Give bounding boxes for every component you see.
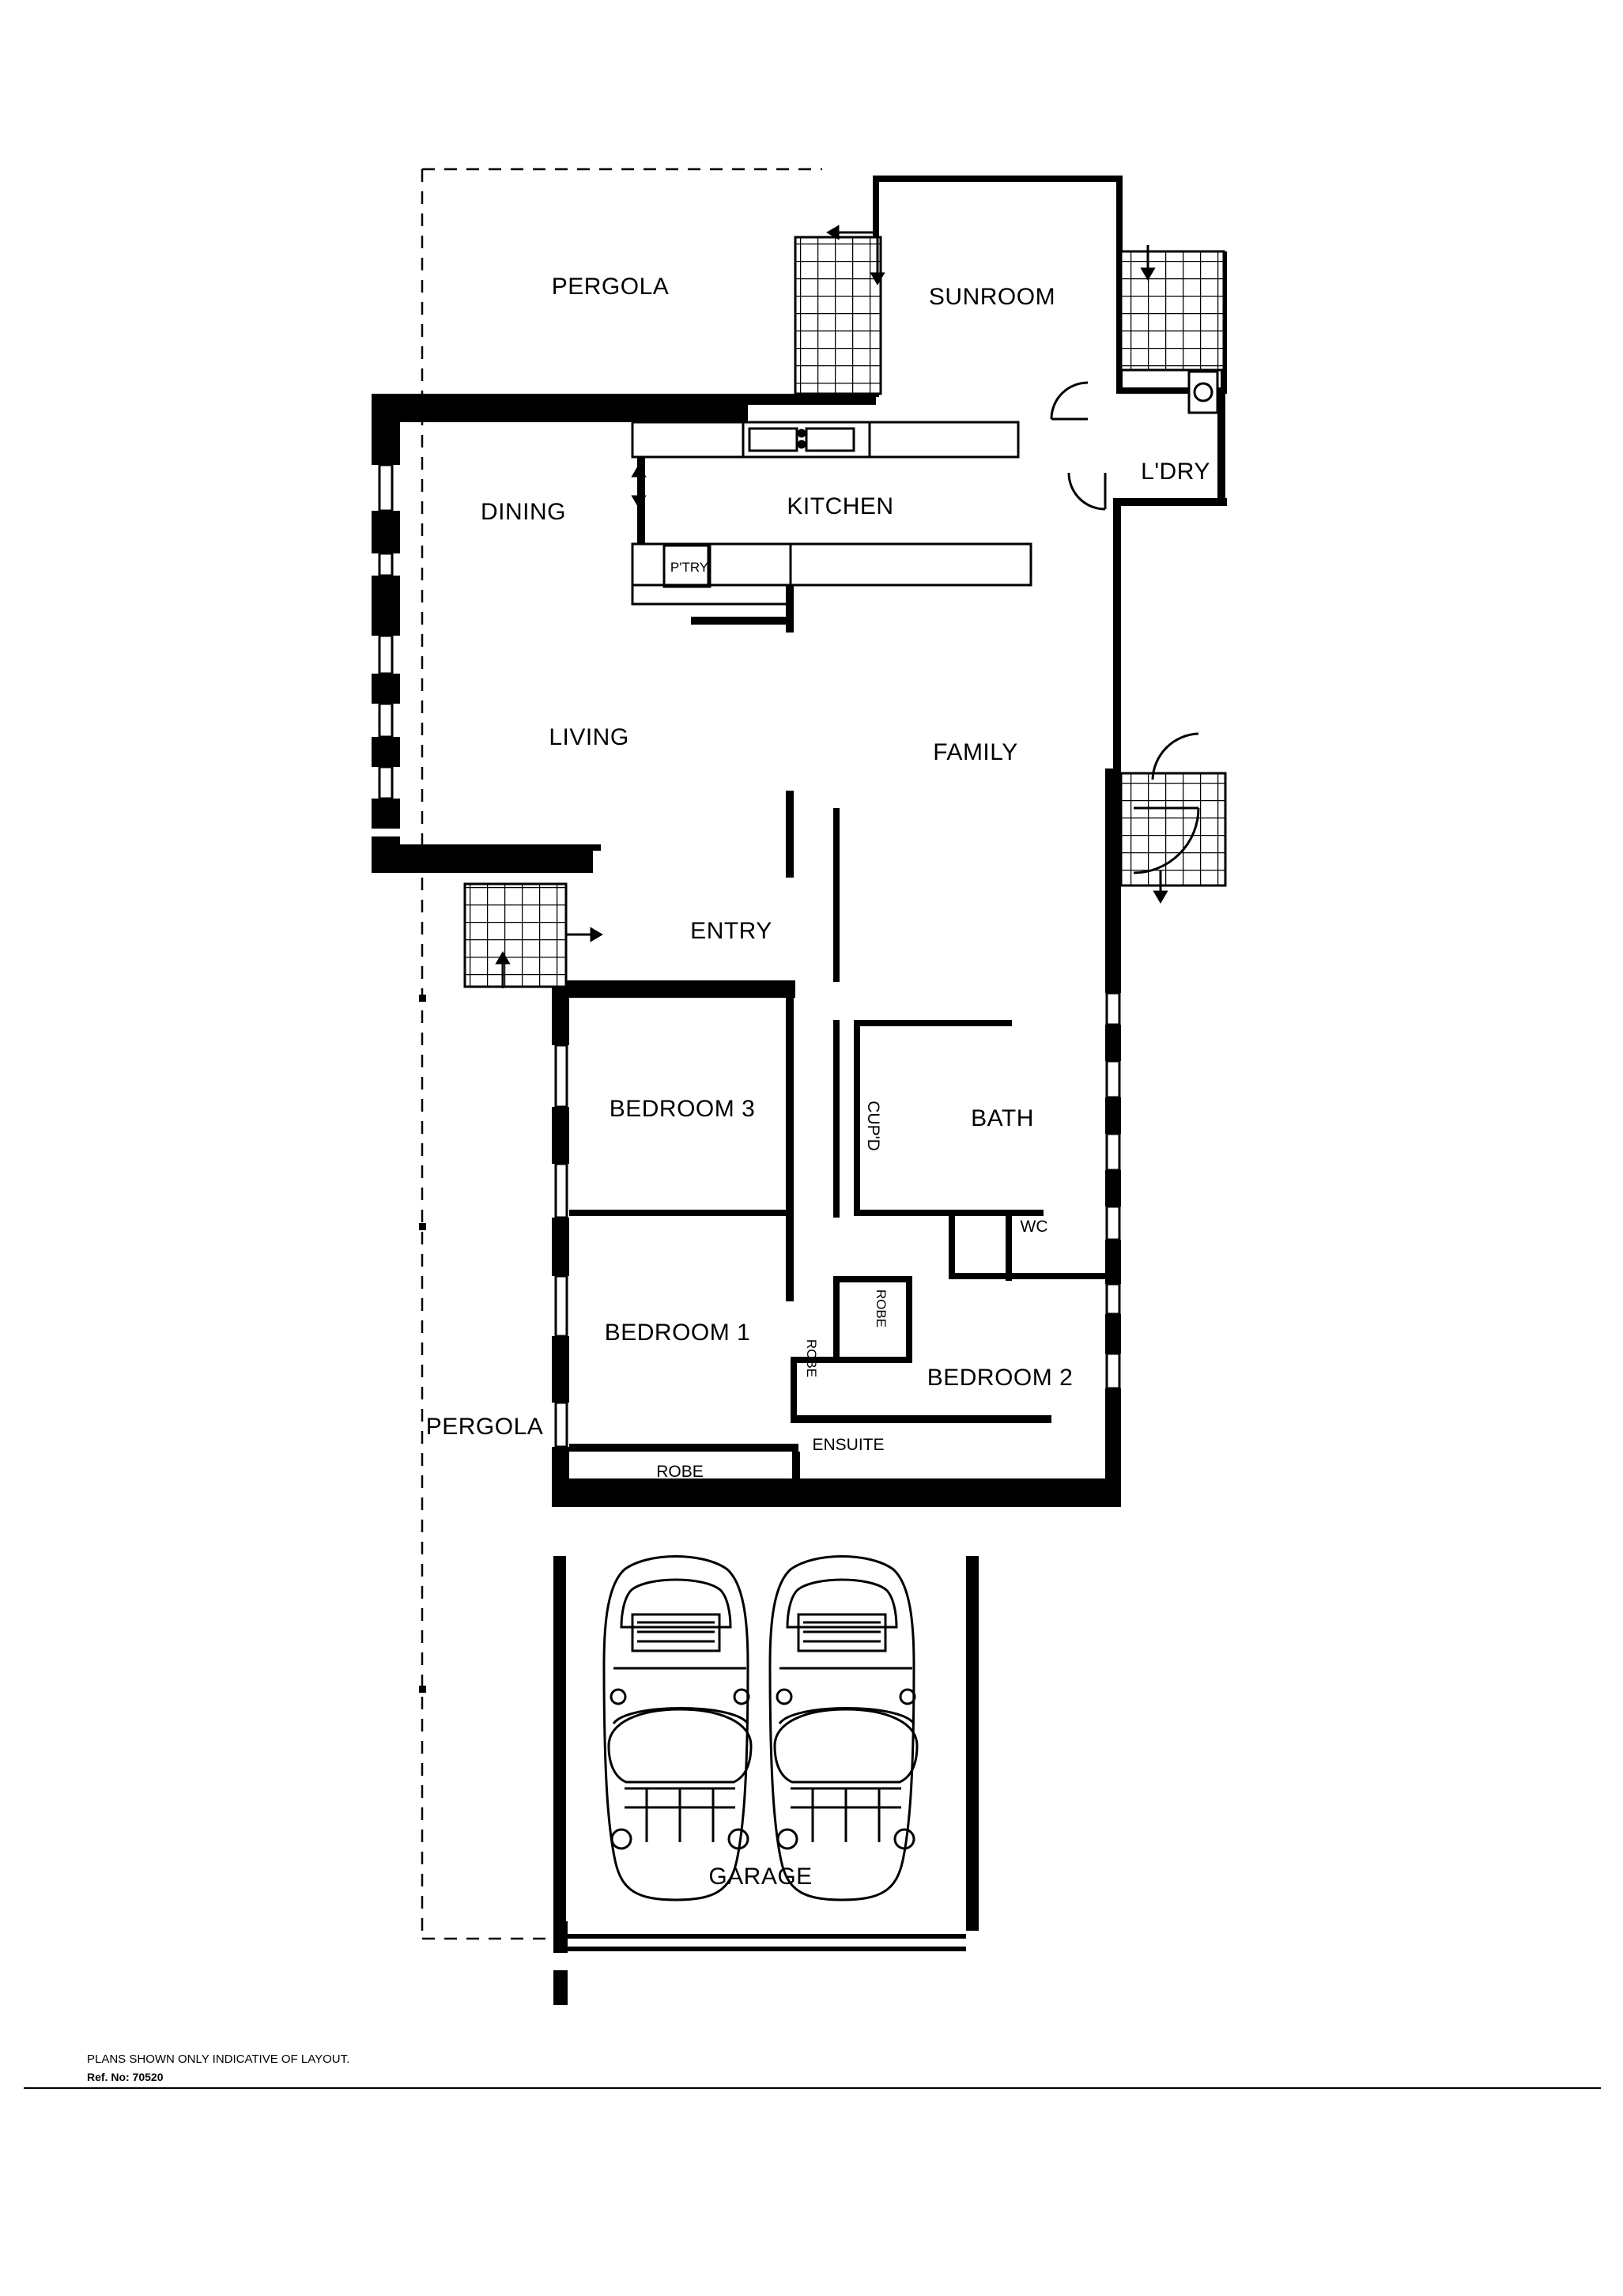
room-label-robe-bed2: ROBE: [874, 1289, 889, 1328]
footer-divider: [24, 2087, 1601, 2089]
car-left: [604, 1557, 751, 1901]
footer-note: PLANS SHOWN ONLY INDICATIVE OF LAYOUT.: [87, 2052, 350, 2066]
room-label-cupd: CUP'D: [864, 1101, 882, 1151]
footer-ref: Ref. No: 70520: [87, 2070, 164, 2083]
room-label-ldry: L'DRY: [1141, 459, 1210, 485]
room-label-ptry: P'TRY: [670, 560, 709, 575]
room-label-entry: ENTRY: [690, 918, 772, 944]
room-label-bedroom-2: BEDROOM 2: [927, 1365, 1074, 1391]
room-label-ensuite: ENSUITE: [812, 1436, 885, 1454]
room-label-pergola-2: PERGOLA: [425, 1414, 544, 1440]
room-label-bedroom-3: BEDROOM 3: [609, 1096, 756, 1122]
room-label-robe-main: ROBE: [656, 1463, 704, 1481]
car-right: [770, 1557, 917, 1901]
room-label-garage: GARAGE: [708, 1864, 813, 1890]
room-label-living: LIVING: [549, 724, 629, 750]
room-label-kitchen: KITCHEN: [787, 493, 894, 519]
room-label-pergola: PERGOLA: [551, 274, 670, 300]
room-label-dining: DINING: [481, 499, 566, 525]
room-label-robe-bed1: ROBE: [804, 1339, 819, 1378]
plan-footer: [87, 2051, 349, 2086]
room-label-bedroom-1: BEDROOM 1: [604, 1320, 751, 1346]
room-label-family: FAMILY: [933, 739, 1018, 765]
room-label-sunroom: SUNROOM: [928, 284, 1056, 310]
room-label-bath: BATH: [971, 1105, 1034, 1131]
room-label-wc: WC: [1020, 1218, 1048, 1236]
